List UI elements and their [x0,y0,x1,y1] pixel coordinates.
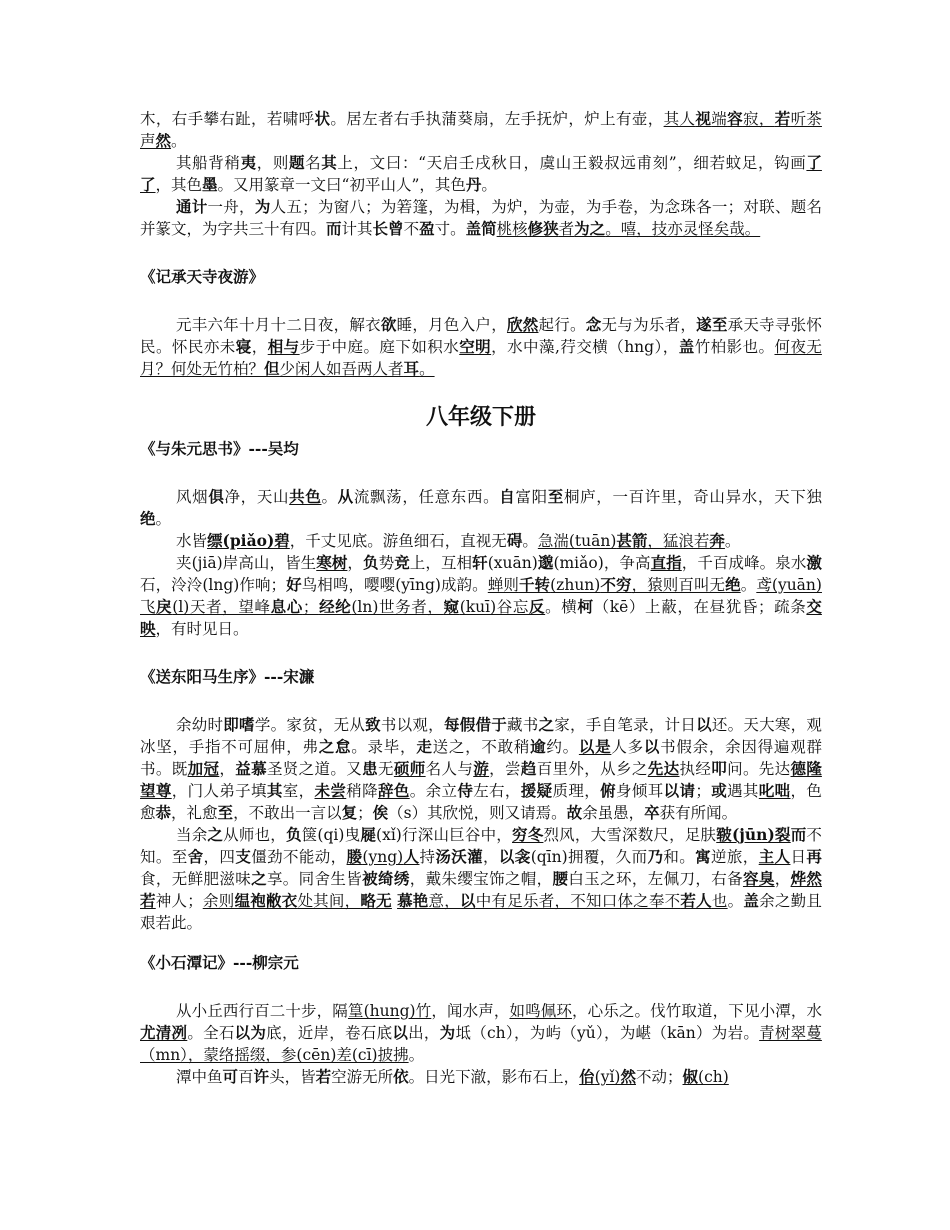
zhuyuansi-paragraph-1: 风烟俱净，天山共色。从流飘荡，任意东西。自富阳至桐庐，一百许里，奇山异水，天下独绝。 [140,487,822,528]
dongyang-title: 《送东阳马生序》---宋濂 [140,667,315,686]
section-heading: 八年级下册 [425,404,536,430]
chengtian-paragraph-1: 元丰六年十月十二日夜，解衣欲睡，月色入户，欣然起行。念无与为乐者，遂至承天寺寻张怀民。怀民亦未寝，相与步于中庭。庭下如积水空明，水中藻,荇交横（hng），盖竹柏影也。何夜无月？何处无竹柏？但少闲人如吾两人者耳。 [140,315,822,378]
dongyang-paragraph-1: 余幼时即嗜学。家贫，无从致书以观，每假借于藏书之家，手自笔录，计日以还。天大寒，观冰坚，手指不可屈伸，弗之怠。录毕，走送之，不敢稍逾约。以是人多以书假余，余因得遍观群书。既加冠，益慕圣贤之道。又患无硕师名人与游，尝趋百里外，从乡之先达执经叩问。先达德隆望尊，门人弟子填其室，未尝稍降辞色。余立侍左右，援疑质理，俯身倾耳以请；或遇其叱咄，色愈恭，礼愈至，不敢出一言以复；俟（s）其欣悦，则又请焉。故余虽愚，卒获有所闻。 [140,715,822,822]
xiaoshitan-paragraph-2: 潭中鱼可百许头，皆若空游无所依。日光下澈，影布石上，佁(yǐ)然不动；俶(ch) [176,1067,729,1086]
zhuyuansi-paragraph-2: 水皆缥(piǎo)碧，千丈见底。游鱼细石，直视无碍。急湍(tuān)甚箭，猛浪若奔。 [176,531,741,550]
xiaoshitan-title: 《小石潭记》---柳宗元 [140,953,299,972]
hechuan-paragraph-3: 通计一舟，为人五；为窗八；为箬篷，为楫，为炉，为壶，为手卷，为念珠各一；对联、题名并篆文，为字共三十有四。而计其长曾不盈寸。盖简桃核修狭者为之。嘻，技亦灵怪矣哉。 [140,197,822,238]
zhuyuansi-paragraph-3: 夹(jiā)岸高山，皆生寒树，负势竞上，互相轩(xuān)邈(miǎo)，争高直指，千百成峰。泉水激石，泠泠(lng)作响；好鸟相鸣，嘤嘤(yīng)成韵。蝉则千转(zhun)不穷，猿则百叫无绝。鸢(yuān)飞戾(l)天者，望峰息心；经纶(ln)世务者，窥(kuī)谷忘反。横柯（kē）上蔽，在昼犹昏；疏条交映，有时见日。 [140,553,822,638]
hechuan-paragraph-2: 其船背稍夷，则题名其上，文曰：“天启壬戌秋日，虞山王毅叔远甫刻”，细若蚊足，钩画了了，其色墨。又用篆章一文曰“初平山人”，其色丹。 [140,153,822,194]
dongyang-paragraph-2: 当余之从师也，负箧(qi)曳屣(xǐ)行深山巨谷中，穷冬烈风，大雪深数尺，足肤皲(jūn)裂而不知。至舍，四支僵劲不能动，媵(yng)人持汤沃灌，以衾(qīn)拥覆，久而乃和。寓逆旅，主人日再食，无鲜肥滋味之享。同舍生皆被绮绣，戴朱缨宝饰之帽，腰白玉之环，左佩刀，右备容臭，烨然若神人；余则缊袍敝衣处其间，略无 慕艳意，以中有足乐者，不知口体之奉不若人也。盖余之勤且艰若此。 [140,825,822,932]
chengtian-title: 《记承天寺夜游》 [140,267,265,286]
hechuan-paragraph-1: 木，右手攀右趾，若啸呼状。居左者右手执蒲葵扇，左手抚炉，炉上有壶，其人视端容寂，若听茶声然。 [140,109,822,150]
zhuyuansi-title: 《与朱元思书》---吴均 [140,439,299,458]
xiaoshitan-paragraph-1: 从小丘西行百二十步，隔篁(hung)竹，闻水声，如鸣佩环，心乐之。伐竹取道，下见小潭，水尤清冽。全石以为底，近岸，卷石底以出，为坻（ch），为屿（yǔ），为嵁（kān）为岩。青树翠蔓（mn），蒙络摇缀，参(cēn)差(cī)披拂。 [140,1002,822,1064]
document-page [140,108,822,1088]
